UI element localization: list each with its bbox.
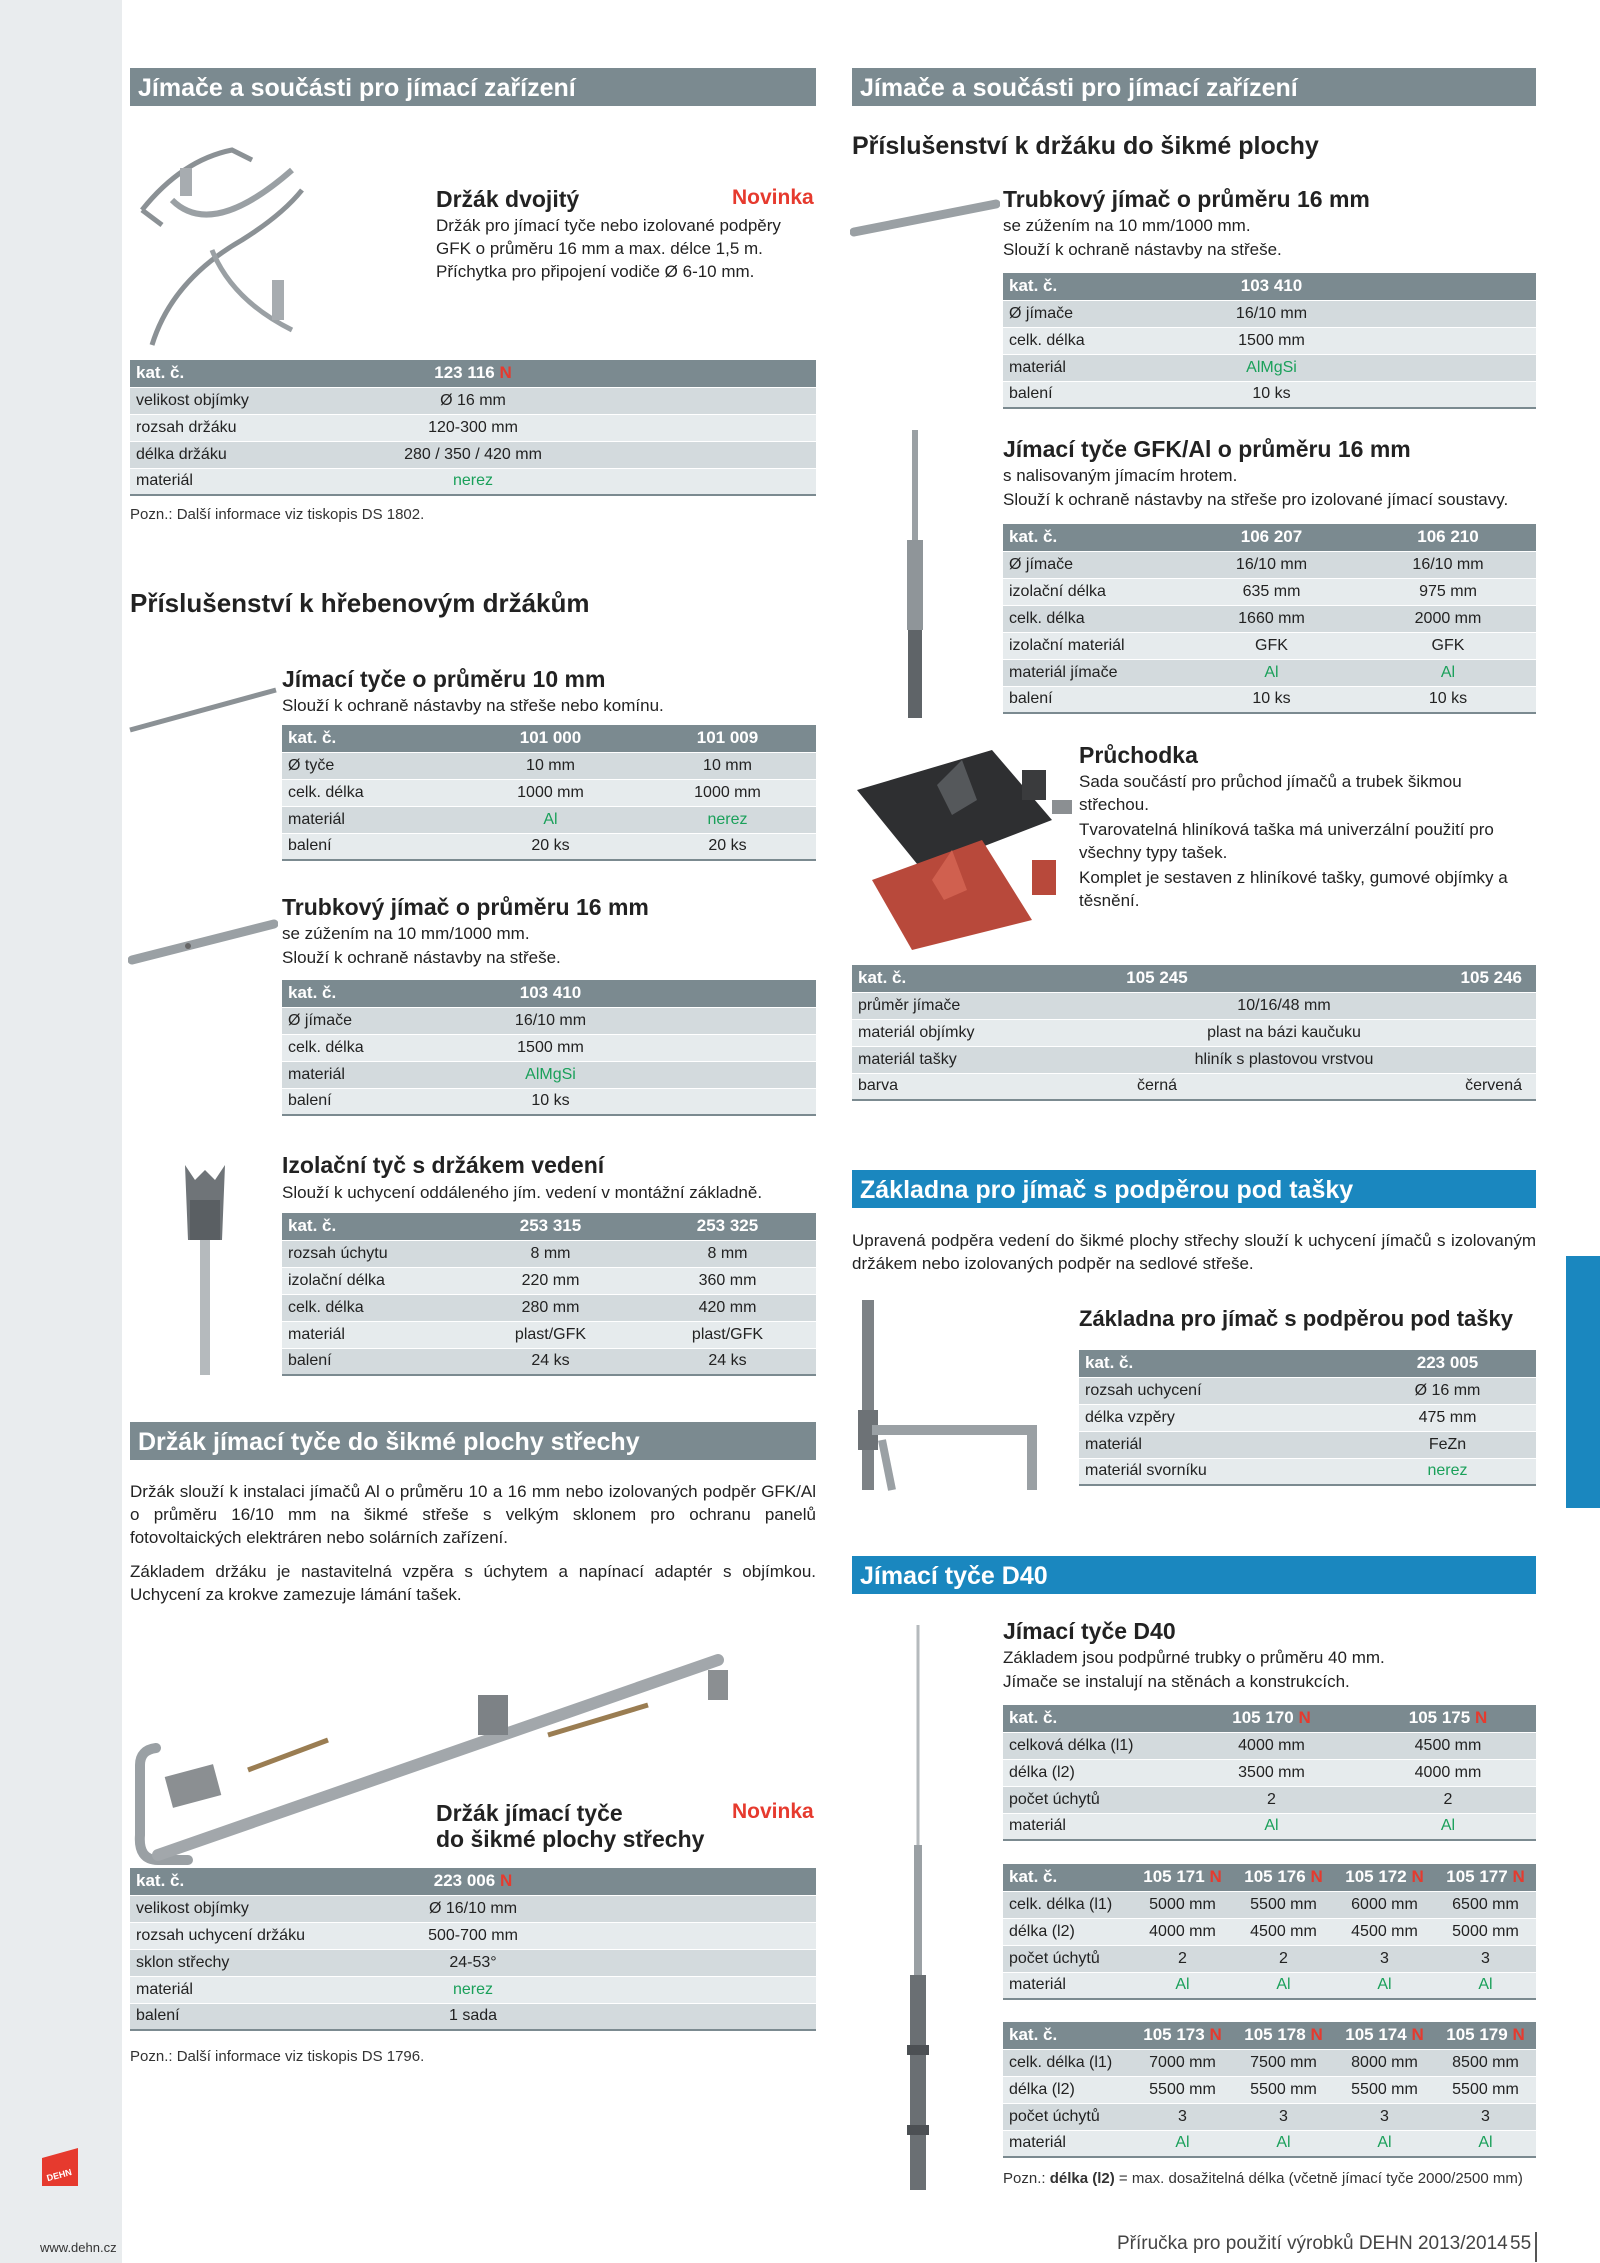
tube-rod-table-left [282,980,816,1116]
section-header-slope-holder-text: Držák jímací tyče do šikmé plochy střechy [138,1428,640,1456]
table-cell: 5500 mm [1334,2076,1435,2103]
table-cell: materiál [1003,1813,1183,1840]
tube-rod-image-right [850,192,1000,252]
rod-10-table [282,725,816,861]
table-cell: balení [1003,381,1183,408]
table-cell: 2 [1132,1945,1233,1972]
table-cell: červená [1282,1073,1536,1100]
table-cell: délka (l2) [1003,1918,1132,1945]
table-cell: Al [1435,2130,1536,2157]
table-header-cell: 223 005 [1359,1350,1536,1377]
table-cell: materiál [1003,354,1183,381]
table-header-cell: kat. č. [130,1868,360,1895]
table-cell: 16/10 mm [462,1007,639,1034]
table-cell: 10 ks [1360,686,1536,713]
table-cell: 1500 mm [462,1034,639,1061]
slope-holder-note: Pozn.: Další informace viz tiskopis DS 1796. [130,2048,425,2065]
table-header-cell: kat. č. [130,360,360,387]
table-cell: 8 mm [462,1240,639,1267]
table-cell: 1500 mm [1183,327,1360,354]
table-cell: Ø jímače [282,1007,462,1034]
table-cell: Al [1360,1813,1536,1840]
table-cell: 5500 mm [1233,1891,1334,1918]
table-cell: AlMgSi [1183,354,1360,381]
table-header-cell: 106 210 [1360,524,1536,551]
table-header-cell: 105 246 [1282,965,1536,992]
table-cell: materiál [1079,1431,1279,1458]
table-header-cell: 105 173 N [1132,2022,1233,2049]
footer-title: Příručka pro použití výrobků DEHN 2013/2014 [1117,2233,1508,2254]
table-cell: nerez [360,1976,586,2003]
base-description: Upravená podpěra vedení do šikmé plochy střechy slouží k uchycení jímačů s izolovaným držákem nebo izolovaných podpěr na sedlové střeše. [852,1231,1536,1273]
gfk-rod-table [1003,524,1536,714]
roof-pass-desc1: Sada součástí pro průchod jímačů a trubek šikmou střechou. [1079,772,1462,814]
table-cell: 24 ks [462,1348,639,1375]
table-header-cell: 101 009 [639,725,816,752]
table-cell: 2000 mm [1360,605,1536,632]
table-cell: sklon střechy [130,1949,360,1976]
tube-rod-desc2-right: Slouží k ochraně nástavby na střeše. [1003,240,1282,259]
table-cell: balení [1003,686,1183,713]
table-cell: materiál objímky [852,1019,1032,1046]
table-cell: GFK [1360,632,1536,659]
roof-pass-desc3: Komplet je sestaven z hliníkové tašky, gumové objímky a těsnění. [1079,868,1508,910]
table-cell: Al [1132,1972,1233,1999]
table-header-cell: kat. č. [1003,1705,1183,1732]
table-cell: 24 ks [639,1348,816,1375]
table-cell: 3 [1435,2103,1536,2130]
table-cell: Ø jímače [1003,551,1183,578]
table-cell: průměr jímače [852,992,1032,1019]
table-cell: Al [1360,659,1536,686]
table-header-cell: 253 315 [462,1213,639,1240]
table-header-cell: 105 170 N [1183,1705,1360,1732]
table-cell: Al [1334,1972,1435,1999]
slope-holder-title-2: do šikmé plochy střechy [436,1826,705,1852]
side-tab-marker [1566,1256,1600,1508]
table-cell: 8 mm [639,1240,816,1267]
d40-table-2 [1003,1864,1536,2000]
table-cell: 5500 mm [1132,2076,1233,2103]
rod-10-description: Slouží k ochraně nástavby na střeše nebo komínu. [282,696,664,715]
table-cell: 2 [1233,1945,1334,1972]
table-cell: 2 [1183,1786,1360,1813]
table-cell: materiál [282,806,462,833]
table-header-cell: 103 410 [462,980,639,1007]
section-header-right [852,68,1536,106]
table-cell: 10 ks [462,1088,639,1115]
table-cell: AlMgSi [462,1061,639,1088]
gfk-rod-image [890,430,940,720]
table-cell: 16/10 mm [1360,551,1536,578]
insulating-rod-description: Slouží k uchycení oddáleného jím. vedení v montážní základně. [282,1183,763,1202]
table-cell: počet úchytů [1003,1945,1132,1972]
roof-pass-table [852,965,1536,1101]
table-header-cell: kat. č. [1003,273,1183,300]
table-cell: 500-700 mm [360,1922,586,1949]
table-cell: 10 ks [1183,686,1360,713]
table-header-cell: kat. č. [852,965,1032,992]
table-cell: 280 / 350 / 420 mm [360,441,586,468]
table-cell: rozsah uchycení držáku [130,1922,360,1949]
table-cell: 3500 mm [1183,1759,1360,1786]
table-cell: 360 mm [639,1267,816,1294]
double-holder-description: Držák pro jímací tyče nebo izolované podpěry GFK o průměru 16 mm a max. délce 1,5 m. Příchytka pro připojení vodiče Ø 6-10 mm. [436,216,781,281]
subheading-slope-accessories: Příslušenství k držáku do šikmé plochy [852,132,1319,160]
table-cell: počet úchytů [1003,1786,1183,1813]
table-cell: 10/16/48 mm [1032,992,1536,1019]
gfk-rod-desc2: Slouží k ochraně nástavby na střeše pro izolované jímací soustavy. [1003,490,1509,509]
insulating-rod-table [282,1213,816,1376]
table-cell: materiál [282,1321,462,1348]
table-cell: 16/10 mm [1183,551,1360,578]
table-cell: Al [1334,2130,1435,2157]
table-cell: 5500 mm [1435,2076,1536,2103]
gfk-rod-desc1: s nalisovaným jímacím hrotem. [1003,466,1238,485]
table-cell: rozsah úchytu [282,1240,462,1267]
table-cell: 5000 mm [1435,1918,1536,1945]
table-cell: materiál jímače [1003,659,1183,686]
table-cell: plast na bázi kaučuku [1032,1019,1536,1046]
table-header-cell: kat. č. [1003,524,1183,551]
table-cell: Al [1132,2130,1233,2157]
table-header-cell: 105 179 N [1435,2022,1536,2049]
gfk-rod-title: Jímací tyče GFK/Al o průměru 16 mm [1003,436,1411,462]
table-cell: 1660 mm [1183,605,1360,632]
table-header-cell: 105 171 N [1132,1864,1233,1891]
base-title: Základna pro jímač s podpěrou pod tašky [1079,1306,1513,1331]
section-header-d40 [852,1556,1536,1594]
double-holder-title: Držák dvojitý [436,186,580,212]
table-header-cell: 106 207 [1183,524,1360,551]
new-badge-double-holder: Novinka [732,186,814,209]
table-cell: balení [282,833,462,860]
table-cell: černá [1032,1073,1282,1100]
table-header-cell: kat. č. [282,1213,462,1240]
table-header-cell: kat. č. [282,725,462,752]
table-cell: 20 ks [639,833,816,860]
table-header-cell: kat. č. [1003,2022,1132,2049]
table-cell: 420 mm [639,1294,816,1321]
table-cell: celk. délka [282,1294,462,1321]
table-cell: 3 [1334,1945,1435,1972]
table-cell: 4000 mm [1132,1918,1233,1945]
table-cell: 1 sada [360,2003,586,2030]
table-cell: celk. délka [282,1034,462,1061]
left-margin-band [0,0,122,2263]
table-cell: celková délka (l1) [1003,1732,1183,1759]
table-cell: nerez [639,806,816,833]
insulating-rod-title: Izolační tyč s držákem vedení [282,1152,605,1178]
slope-holder-description-2: Základem držáku je nastavitelná vzpěra s úchytem a napínací adaptér s objímkou. Uchycení za krokve zamezuje lámání tašek. [130,1562,816,1604]
table-cell: nerez [1359,1458,1536,1485]
table-cell: materiál [130,468,360,495]
d40-table-1 [1003,1705,1536,1841]
logo-text: DEHN [45,2166,73,2184]
table-cell: Ø jímače [1003,300,1183,327]
table-cell: GFK [1183,632,1360,659]
table-header-cell: 105 175 N [1360,1705,1536,1732]
table-cell: 3 [1435,1945,1536,1972]
table-cell: 5000 mm [1132,1891,1233,1918]
table-cell: barva [852,1073,1032,1100]
slope-holder-table [130,1868,816,2031]
table-cell: FeZn [1359,1431,1536,1458]
table-cell: délka (l2) [1003,2076,1132,2103]
table-cell: izolační délka [282,1267,462,1294]
tube-rod-table-right [1003,273,1536,409]
table-header-cell: 103 410 [1183,273,1360,300]
table-cell: hliník s plastovou vrstvou [1032,1046,1536,1073]
table-cell: Al [1233,1972,1334,1999]
table-cell: 3 [1132,2103,1233,2130]
table-cell: izolační materiál [1003,632,1183,659]
table-cell: plast/GFK [462,1321,639,1348]
section-header-d40-text: Jímací tyče D40 [860,1562,1048,1590]
tube-rod-title-right: Trubkový jímač o průměru 16 mm [1003,186,1370,212]
table-cell: Al [1435,1972,1536,1999]
table-cell: izolační délka [1003,578,1183,605]
table-cell: 220 mm [462,1267,639,1294]
page-number-divider [1535,2232,1537,2262]
table-cell: 10 mm [462,752,639,779]
table-header-cell: 101 000 [462,725,639,752]
d40-note: Pozn.: délka (l2) = max. dosažitelná délka (včetně jímací tyče 2000/2500 mm) [1003,2170,1523,2187]
table-cell: 7000 mm [1132,2049,1233,2076]
table-cell: 635 mm [1183,578,1360,605]
table-cell: 4500 mm [1360,1732,1536,1759]
table-cell: materiál [130,1976,360,2003]
slope-holder-description-1: Držák slouží k instalaci jímačů Al o průměru 10 a 16 mm nebo izolovaných podpěr GFK/Al o průměru 16/10 mm na šikmé střeše s velkým sklonem pro ochranu panelů fotovoltaických elektráren nebo solárních zařízení. [130,1482,816,1547]
table-cell: 10 mm [639,752,816,779]
table-header-cell: 105 174 N [1334,2022,1435,2049]
table-header-cell: 105 178 N [1233,2022,1334,2049]
d40-rod-image [898,1625,938,2195]
subheading-ridge-accessories: Příslušenství k hřebenovým držákům [130,588,590,618]
table-cell: 24-53° [360,1949,586,1976]
tube-rod-title-left: Trubkový jímač o průměru 16 mm [282,894,649,920]
table-cell: balení [282,1348,462,1375]
table-cell: 16/10 mm [1183,300,1360,327]
table-header-cell: kat. č. [1003,1864,1132,1891]
table-cell: 8500 mm [1435,2049,1536,2076]
table-cell: 2 [1360,1786,1536,1813]
d40-desc2: Jímače se instalují na stěnách a konstrukcích. [1003,1672,1350,1691]
d40-table-3 [1003,2022,1536,2158]
table-cell: Al [1183,659,1360,686]
table-cell: 1000 mm [639,779,816,806]
table-header-cell: 253 325 [639,1213,816,1240]
section-header-base-text: Základna pro jímač s podpěrou pod tašky [860,1176,1354,1204]
roof-pass-image [852,730,1082,960]
table-cell: 4000 mm [1360,1759,1536,1786]
table-header-cell: 105 176 N [1233,1864,1334,1891]
table-cell: celk. délka (l1) [1003,1891,1132,1918]
tube-rod-image [128,910,278,970]
table-cell: Ø 16 mm [360,387,586,414]
tube-rod-desc1-right: se zúžením na 10 mm/1000 mm. [1003,216,1251,235]
table-cell: délka vzpěry [1079,1404,1279,1431]
table-cell: plast/GFK [639,1321,816,1348]
table-cell: celk. délka [1003,605,1183,632]
website-url: www.dehn.cz [40,2240,117,2255]
table-cell: 20 ks [462,833,639,860]
table-header-cell: kat. č. [282,980,462,1007]
new-badge-slope-holder: Novinka [732,1800,814,1823]
table-cell: 5500 mm [1233,2076,1334,2103]
table-cell: materiál [282,1061,462,1088]
table-cell: velikost objímky [130,387,360,414]
double-holder-note: Pozn.: Další informace viz tiskopis DS 1802. [130,506,425,523]
table-cell: 8000 mm [1334,2049,1435,2076]
tube-rod-desc1-left: se zúžením na 10 mm/1000 mm. [282,924,530,943]
table-cell: Al [462,806,639,833]
table-cell: počet úchytů [1003,2103,1132,2130]
page-number: 55 [1510,2233,1532,2254]
section-header-slope-holder [130,1422,816,1460]
table-header-cell: 105 177 N [1435,1864,1536,1891]
table-cell: 4500 mm [1334,1918,1435,1945]
table-cell: materiál [1003,1972,1132,1999]
section-header-left-text: Jímače a součásti pro jímací zařízení [138,74,576,102]
section-header-right-text: Jímače a součásti pro jímací zařízení [860,74,1298,102]
table-cell: materiál svorníku [1079,1458,1279,1485]
table-header-cell: 105 245 [1032,965,1282,992]
rod-10-title: Jímací tyče o průměru 10 mm [282,666,606,692]
tube-rod-desc2-left: Slouží k ochraně nástavby na střeše. [282,948,561,967]
table-cell: rozsah uchycení [1079,1377,1279,1404]
table-cell: 4500 mm [1233,1918,1334,1945]
table-cell: balení [282,1088,462,1115]
rod-image [128,680,278,740]
slope-holder-title-1: Držák jímací tyče [436,1800,623,1826]
table-header-cell: kat. č. [1079,1350,1279,1377]
table-cell: Al [1233,2130,1334,2157]
table-cell: 6500 mm [1435,1891,1536,1918]
table-cell: 4000 mm [1183,1732,1360,1759]
table-cell: velikost objímky [130,1895,360,1922]
roof-pass-desc2: Tvarovatelná hliníková taška má univerzální použití pro všechny typy tašek. [1079,820,1494,862]
double-holder-table [130,360,816,496]
double-holder-image [122,130,312,350]
table-cell: Ø 16 mm [1359,1377,1536,1404]
table-cell: nerez [360,468,586,495]
table-cell: 10 ks [1183,381,1360,408]
table-header-cell: 123 116 N [360,360,586,387]
table-cell: balení [130,2003,360,2030]
table-cell: 475 mm [1359,1404,1536,1431]
table-cell: 3 [1233,2103,1334,2130]
table-cell: Al [1183,1813,1360,1840]
table-cell: 975 mm [1360,578,1536,605]
dehn-logo [40,2138,80,2188]
table-cell: 1000 mm [462,779,639,806]
table-cell: celk. délka [282,779,462,806]
table-cell: materiál [1003,2130,1132,2157]
table-cell: Ø 16/10 mm [360,1895,586,1922]
base-support-image [852,1290,1052,1520]
table-cell: celk. délka [1003,327,1183,354]
table-cell: délka (l2) [1003,1759,1183,1786]
table-header-cell: 105 172 N [1334,1864,1435,1891]
table-cell: 280 mm [462,1294,639,1321]
section-header-left [130,68,816,106]
table-cell: délka držáku [130,441,360,468]
table-cell: Ø tyče [282,752,462,779]
table-cell: 120-300 mm [360,414,586,441]
table-cell: 3 [1334,2103,1435,2130]
table-cell: 7500 mm [1233,2049,1334,2076]
insulating-rod-image [170,1160,240,1380]
d40-title: Jímací tyče D40 [1003,1618,1176,1644]
table-cell: celk. délka (l1) [1003,2049,1132,2076]
roof-pass-title: Průchodka [1079,742,1198,768]
table-cell: 6000 mm [1334,1891,1435,1918]
d40-desc1: Základem jsou podpůrné trubky o průměru 40 mm. [1003,1648,1385,1667]
table-cell: rozsah držáku [130,414,360,441]
table-header-cell: 223 006 N [360,1868,586,1895]
section-header-base [852,1170,1536,1208]
base-table [1079,1350,1536,1486]
table-cell: materiál tašky [852,1046,1032,1073]
